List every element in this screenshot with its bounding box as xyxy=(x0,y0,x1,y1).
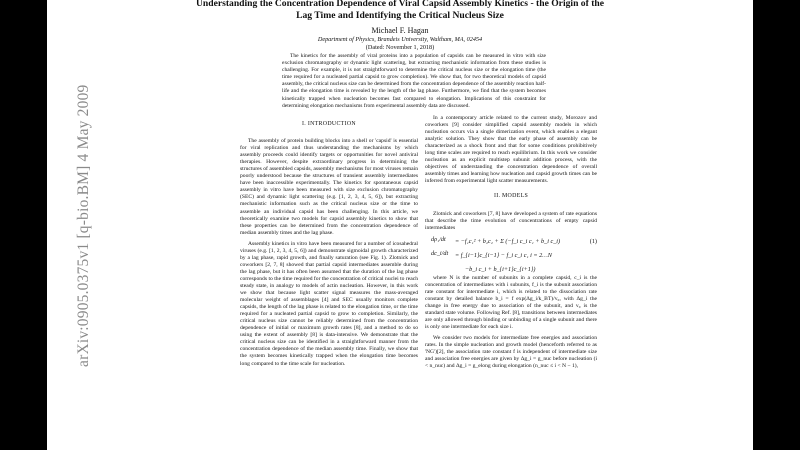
equation-2-rhs: = f_{i−1}c_{i−1} − f_i c_i c₁ i = 2…N xyxy=(455,251,552,259)
equation-2 xyxy=(425,250,597,264)
equation-1 xyxy=(425,236,597,250)
paragraph: We consider two models for intermediate free energies and association rates. In the simple nucleation and growth model (henceforth referred to as 'NG')[2], the association rate constant f is independent of intermediate size and association free energies are given by Δg_i = g_nuc before nucleation (i < n_nuc) and Δg_i = g_elong during elongation (n_nuc ≤ i < N − 1), xyxy=(425,335,597,370)
equation-1-rhs: = −f₁c₁² + b₂c₂ + Σ (−f_i c_i c₁ + b_i c_i) xyxy=(455,237,561,245)
paragraph: In a contemporary article related to the current study, Morozov and coworkers [9] consider simplified capsid assembly models in which nucleation occurs via a single dimerization event, which enables a elegant analytic solution. They show that the early phase of assembly can be characterized as a shock front and that for some conditions prohibitively long time scales are required to reach equilibrium. In this work we consider nucleation as an explicit multistep subunit addition process, with the objectives of understanding the concentration dependence of overall assembly times and learning how nucleation and capsid growth times can be inferred from experimental light scatter measurements. xyxy=(425,115,597,185)
section-heading-models: II. MODELS xyxy=(493,193,529,200)
abstract: The kinetics for the assembly of viral proteins into a population of capsids can be measured in vitro with size exclusion chromatography or dynamic light scattering, but extracting mechanistic information from these studies is challenging. For example, it is not straightforward to determine the critical nucleus size or the elongation time (the time required for a nucleated partial capsid to grow completion). We show that, for two theoretical models of capsid assembly, the critical nucleus size can be determined from the concentration dependence of the assembly reaction half-life and the elongation time is revealed by the length of the lag phase. Furthermore, we find that the system becomes kinetically trapped when nucleation becomes fast compared to elongation. Implications of this constraint for determining elongation mechanisms from experimental assembly data are discussed. xyxy=(282,53,546,109)
left-column xyxy=(240,118,418,372)
right-letterbox xyxy=(753,0,800,450)
equation-2-cont: −b_i c_i + b_{i+1}c_{i+1}) xyxy=(465,265,536,273)
paragraph: The assembly of protein building blocks into a shell or 'capsid' is essential for viral replication and thus understanding the mechanisms by which assembly proceeds could identify targets or opportunities for novel antiviral therapies. However, despite extraordinary progress in determining the structures of assembled capsids, assembly mechanisms for most viruses remain poorly understood because the structures of transient assembly intermediates have been inaccessible experimentally. The kinetics for spontaneous capsid assembly in vitro have been measured with size exclusion chromatography (SEC) and dynamic light scattering (e.g. [1, 2, 3, 4, 5, 6]), but extracting mechanistic information such as the critical nucleus size or the time to assemble an individual capsid has been challenging. In this article, we theoretically examine two models for capsid assembly kinetics to show that these properties can be determined from the concentration dependence of median assembly times and the lag phase. xyxy=(240,138,418,236)
dated-line: (Dated: November 1, 2018) xyxy=(365,44,435,51)
paragraph: where N is the number of subunits in a complete capsid, c_i is the concentration of intermediates with i subunits, f_i is the subunit association rate constant for intermediate i, which is related to the dissociation rate constant by detailed balance b_i = f exp(Δg_i/k_BT)/v₀, with Δg_i the change in free energy due to association of the subunit, and v₀ is the standard state volume. Following Ref. [8], transitions between intermediates are only allowed through binding or unbinding of a single subunit and there is only one intermediate for each size i. xyxy=(425,274,597,330)
right-column xyxy=(425,115,597,374)
paper-title: Understanding the Concentration Dependence of Viral Capsid Assembly Kinetics - the Origin of the Lag Time and Identifying the Critical Nucleus Size xyxy=(195,0,604,21)
paragraph: Zlotnick and coworkers [7, 8] have developed a system of rate equations that describe the time evolution of concentrations of empty capsid intermediates xyxy=(425,210,597,231)
equation-1-number: (1) xyxy=(589,237,597,245)
equation-2-continued xyxy=(425,264,597,275)
left-letterbox xyxy=(0,0,47,450)
arxiv-watermark: arXiv:0905.0375v1 [q-bio.BM] 4 May 2009 xyxy=(75,84,92,367)
author-name: Michael F. Hagan xyxy=(371,26,429,35)
equation-2-lhs: dc_i/dt xyxy=(431,249,449,257)
paragraph: Assembly kinetics in vitro have been measured for a number of icosahedral viruses (e.g. [1, 2, 3, 4, 5, 6]) and demonstrate sigmoidal growth characterized by a lag phase, rapid growth, and finally saturation (see Fig. 1). Zlotnick and coworkers [2, 7, 8] showed that partial capsid intermediates assemble during the lag phase, but it has often been assumed that the duration of the lag phase corresponds to the time required for the concentration of critical nuclei to reach steady state, in analogy to models of actin nucleation. However, in this work we show that because light scatter signal measures the mass-averaged molecular weight of assemblages [4] and SEC usually monitors complete capsids, the length of the lag phase is related to the elongation time, or the time required for a nucleated partial capsid to grow to completion. Similarly, the critical nucleus size cannot be reliably determined from the concentration dependence of initial or maximum growth rates [8], and a method to do so using the extent of assembly [8] is data-intensive. We demonstrate that the critical nucleus size can be identified in a straightforward manner from the concentration dependence of the median assembly time. Finally, we show that the system becomes kinetically trapped when the elongation time becomes long compared to the time scale for nucleation. xyxy=(240,240,418,367)
section-heading-introduction: I. INTRODUCTION xyxy=(302,121,356,127)
author-affiliation: Department of Physics, Brandeis University, Waltham, MA, 02454 xyxy=(317,36,483,43)
equation-1-lhs: dρ₁/dt xyxy=(431,235,446,243)
